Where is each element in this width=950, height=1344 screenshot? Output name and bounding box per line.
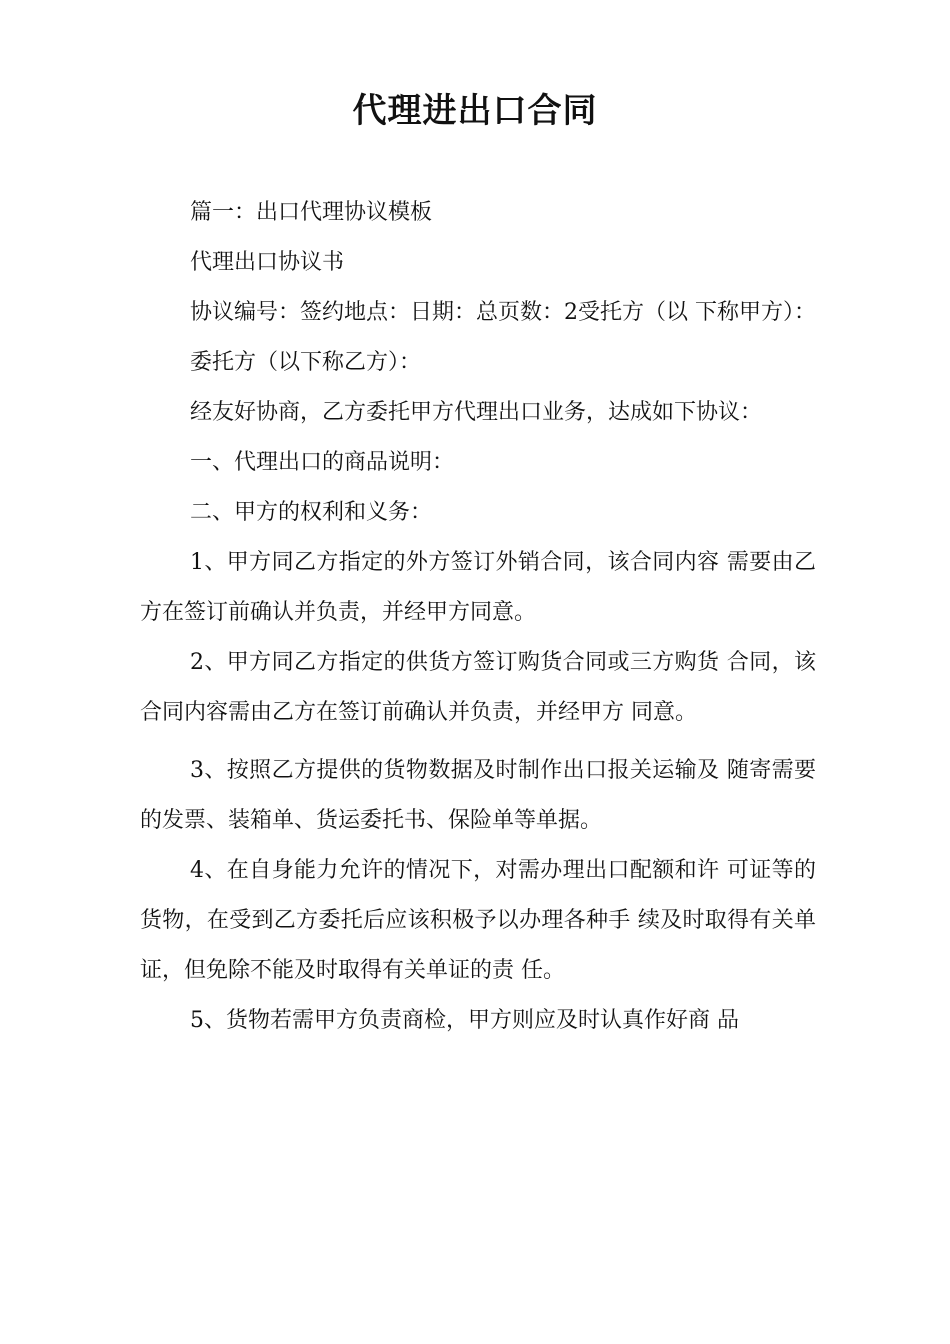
document-body [140,188,816,1046]
paragraph-agreement-name: 代理出口协议书 [190,250,345,275]
paragraph-clause-one: 一、代理出口的商品说明： [190,450,455,475]
paragraph-item-3: 3、按照乙方提供的货物数据及时制作出口报关运输及 随寄需要的发票、装箱单、货运委托书、保险单等单据。 [140,758,816,833]
paragraph-item-5: 5、货物若需甲方负责商检，甲方则应及时认真作好商 品 [190,1008,739,1033]
document-title: 代理进出口合同 [352,91,598,131]
paragraph-item-1: 1、甲方同乙方指定的外方签订外销合同，该合同内容 需要由乙方在签订前确认并负责，并经甲方同意。 [140,550,816,625]
paragraph-agreement-info: 协议编号：签约地点：日期：总页数：2受托方（以 下称甲方）： [190,300,816,325]
paragraph-principal: 委托方（以下称乙方）： [190,350,422,375]
paragraph-item-4: 4、在自身能力允许的情况下，对需办理出口配额和许 可证等的货物，在受到乙方委托后应该积极予以办理各种手 续及时取得有关单证，但免除不能及时取得有关单证的责 任。 [140,858,816,983]
paragraph-section-heading: 篇一：出口代理协议模板 [190,200,433,225]
paragraph-clause-two: 二、甲方的权利和义务： [190,500,433,525]
paragraph-preamble: 经友好协商，乙方委托甲方代理出口业务，达成如下协议： [190,400,763,425]
paragraph-item-2: 2、甲方同乙方指定的供货方签订购货合同或三方购货 合同，该合同内容需由乙方在签订前确认并负责，并经甲方 同意。 [140,650,816,725]
